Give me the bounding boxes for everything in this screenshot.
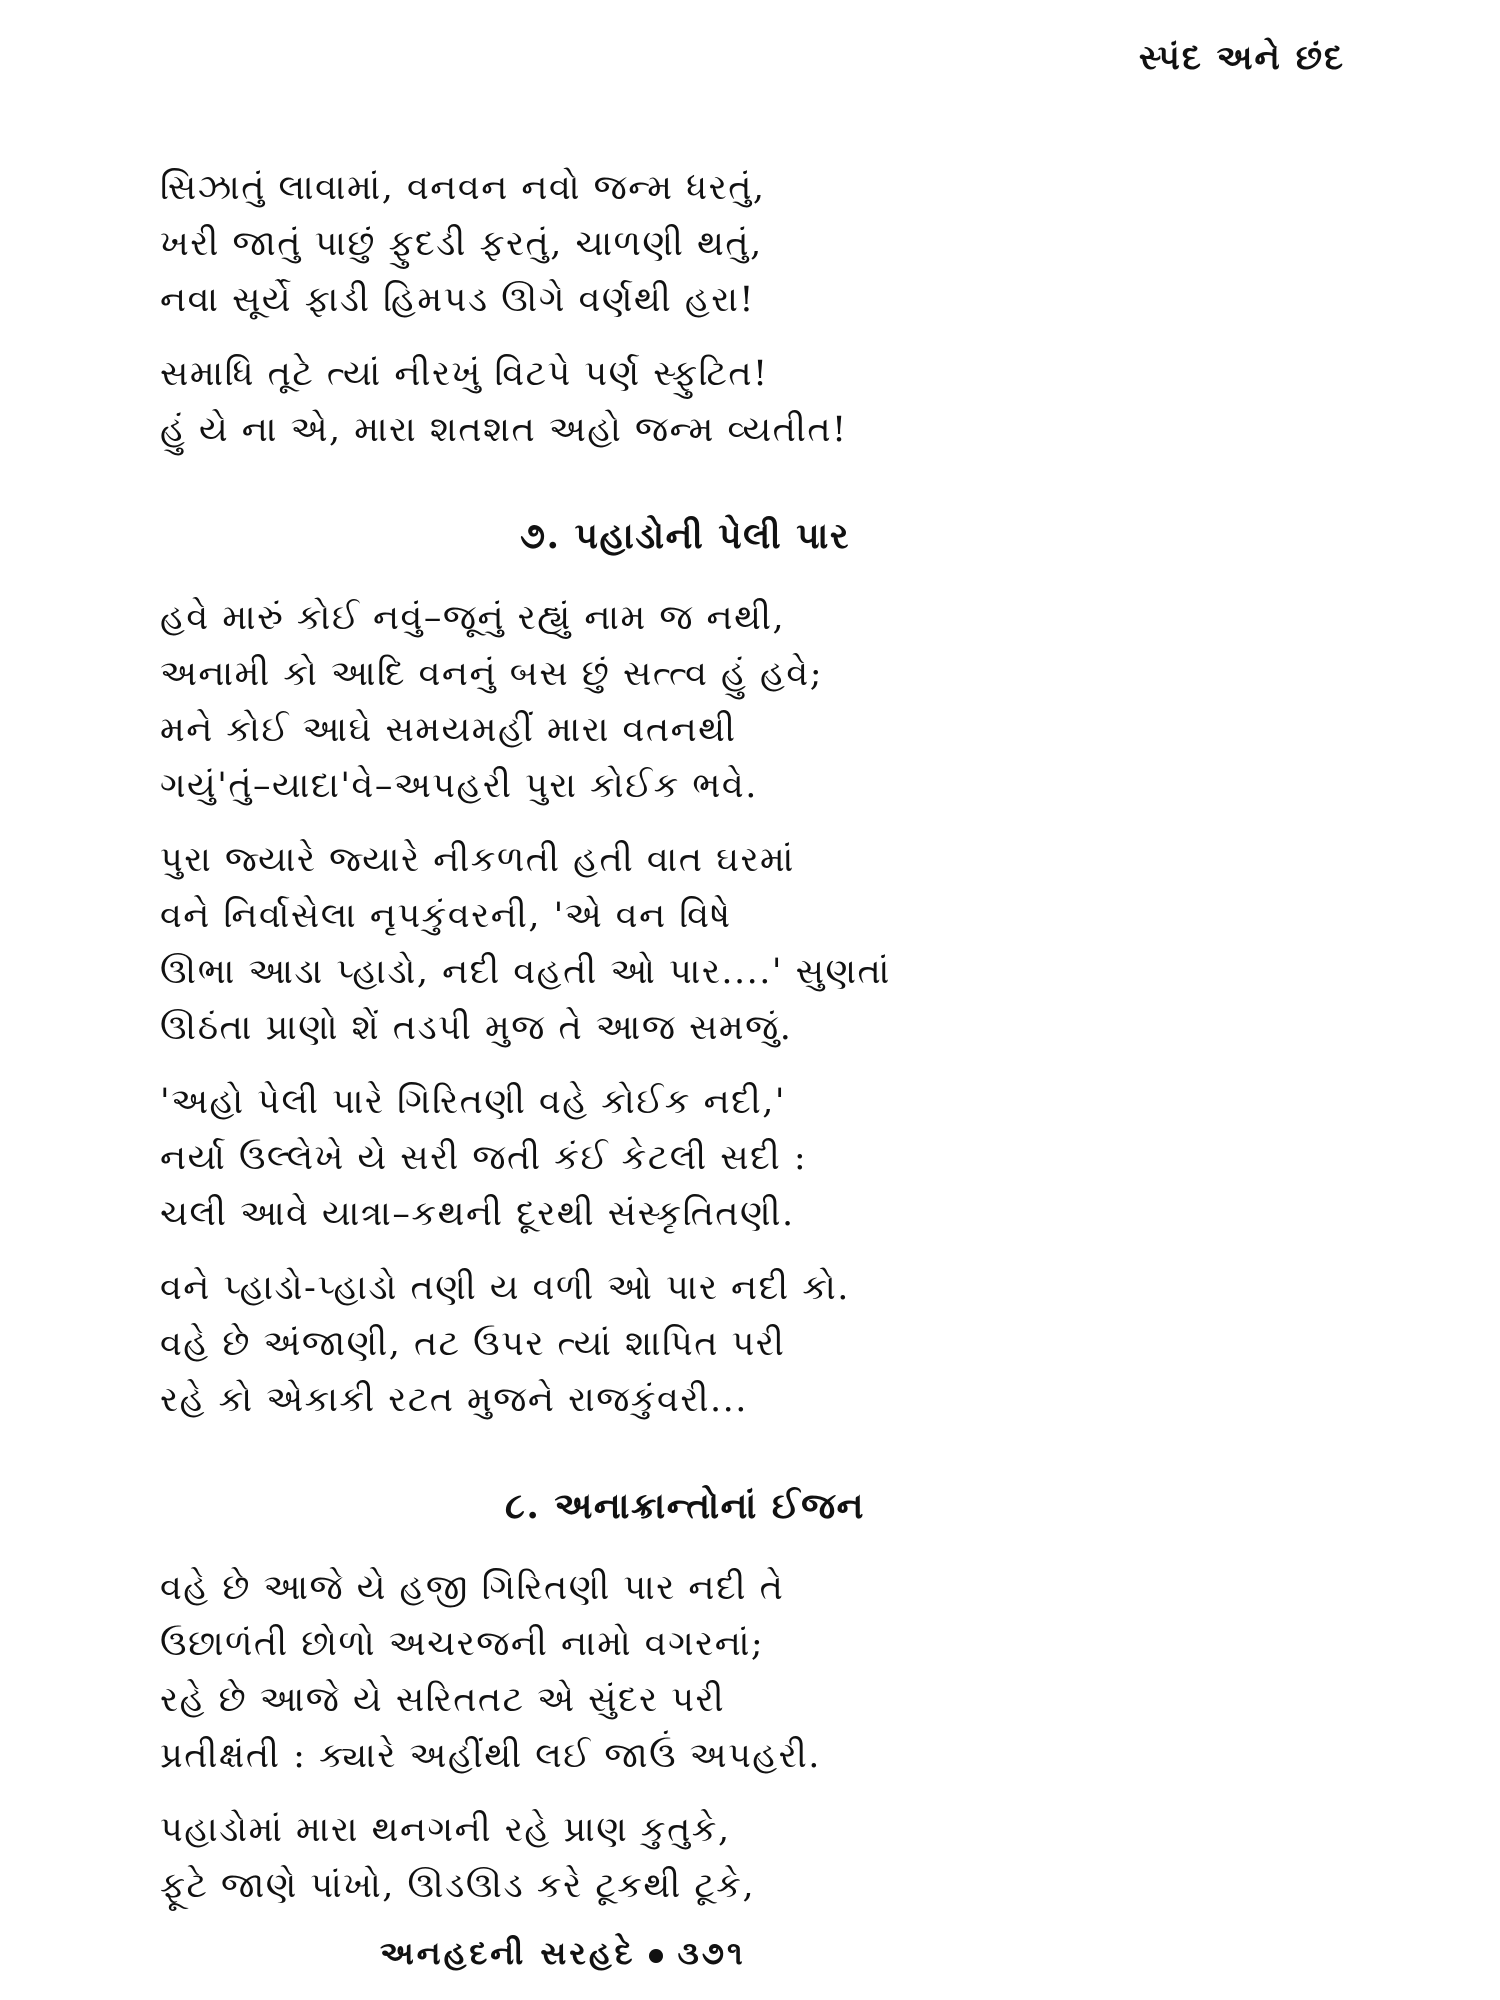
poem-line: પહાડોમાં મારા થનગની રહે પ્રાણ કુતુકે, — [160, 1810, 731, 1850]
poem-line: 'અહો પેલી પારે ગિરિતણી વહે કોઈક નદી,' — [160, 1082, 786, 1122]
poem-line: નર્યા ઉલ્લેખે યે સરી જતી કંઈ કેટલી સદી : — [160, 1138, 808, 1178]
poem-line: હવે મારું કોઈ નવું–જૂનું રહ્યું નામ જ નથી, — [160, 598, 786, 638]
page-footer — [380, 1934, 746, 1973]
stanza — [160, 160, 1360, 328]
poem-line: ખરી જાતું પાછું ફુદડી ફરતું, ચાળણી થતું, — [160, 224, 763, 264]
poem-line: પુરા જ્યારે જ્યારે નીકળતી હતી વાત ઘરમાં — [160, 840, 795, 880]
section-heading: ૮. અનાક્રાન્તોનાં ઈજન — [505, 1485, 865, 1527]
poem-line: પ્રતીક્ષંતી : ક્યારે અહીંથી લઈ જાઉં અપહરી. — [160, 1736, 821, 1776]
bullet-separator-icon — [649, 1949, 663, 1963]
footer-book-title: અનહદની સરહદે — [380, 1934, 636, 1972]
poem-line: ઊઠંતા પ્રાણો શેં તડપી મુજ તે આજ સમજું. — [160, 1008, 793, 1048]
running-head: સ્પંદ અને છંદ — [1138, 38, 1345, 78]
poem-line: ગયું'તું–યાદા'વે–અપહરી પુરા કોઈક ભવે. — [160, 766, 758, 806]
poem-line: મને કોઈ આઘે સમયમહીં મારા વતનથી — [160, 710, 737, 750]
poem-line: અનામી કો આદિ વનનું બસ છું સત્ત્વ હું હવે; — [160, 654, 824, 694]
stanza — [160, 1560, 1360, 1784]
poem-line: ઉછાળંતી છોળો અચરજની નામો વગરનાં; — [160, 1624, 765, 1664]
section-heading: ૭. પહાડોની પેલી પાર — [520, 515, 850, 557]
poem-line: વને નિર્વાસેલા નૃપકુંવરની, 'એ વન વિષે — [160, 896, 732, 936]
stanza — [160, 346, 1360, 458]
poem-line: હું યે ના એ, મારા શતશત અહો જન્મ વ્યતીત! — [160, 410, 848, 450]
poem-line: સમાધિ તૂટે ત્યાં નીરખું વિટપે પર્ણ સ્ફુટિત! — [160, 354, 769, 394]
poem-line: ફૂટે જાણે પાંખો, ઊડઊડ કરે ટૂકથી ટૂકે, — [160, 1866, 756, 1906]
poem-line: ચલી આવે યાત્રા–કથની દૂરથી સંસ્કૃતિતણી. — [160, 1194, 795, 1234]
stanza — [160, 1802, 1360, 1914]
poem-line: રહે કો એકાકી રટત મુજને રાજકુંવરી... — [160, 1380, 748, 1420]
poem-line: રહે છે આજે યે સરિતતટ એ સુંદર પરી — [160, 1680, 726, 1720]
poem-line: વહે છે આજે યે હજી ગિરિતણી પાર નદી તે — [160, 1568, 785, 1608]
stanza — [160, 1260, 1360, 1428]
stanza — [160, 1074, 1360, 1242]
poem-body — [160, 160, 1360, 1932]
page-number: ૩૭૧ — [677, 1934, 746, 1972]
poem-line: સિઝાતું લાવામાં, વનવન નવો જન્મ ધરતું, — [160, 168, 766, 208]
poem-line: ઊભા આડા પ્હાડો, નદી વહતી ઓ પાર....' સુણતાં — [160, 952, 891, 992]
poem-line: નવા સૂર્યે ફાડી હિમપડ ઊગે વર્ણથી હરા! — [160, 280, 755, 320]
poem-line: વહે છે અંજાણી, તટ ઉપર ત્યાં શાપિત પરી — [160, 1324, 786, 1364]
poem-line: વને પ્હાડો-પ્હાડો તણી ય વળી ઓ પાર નદી કો. — [160, 1268, 850, 1308]
stanza — [160, 590, 1360, 814]
stanza — [160, 832, 1360, 1056]
